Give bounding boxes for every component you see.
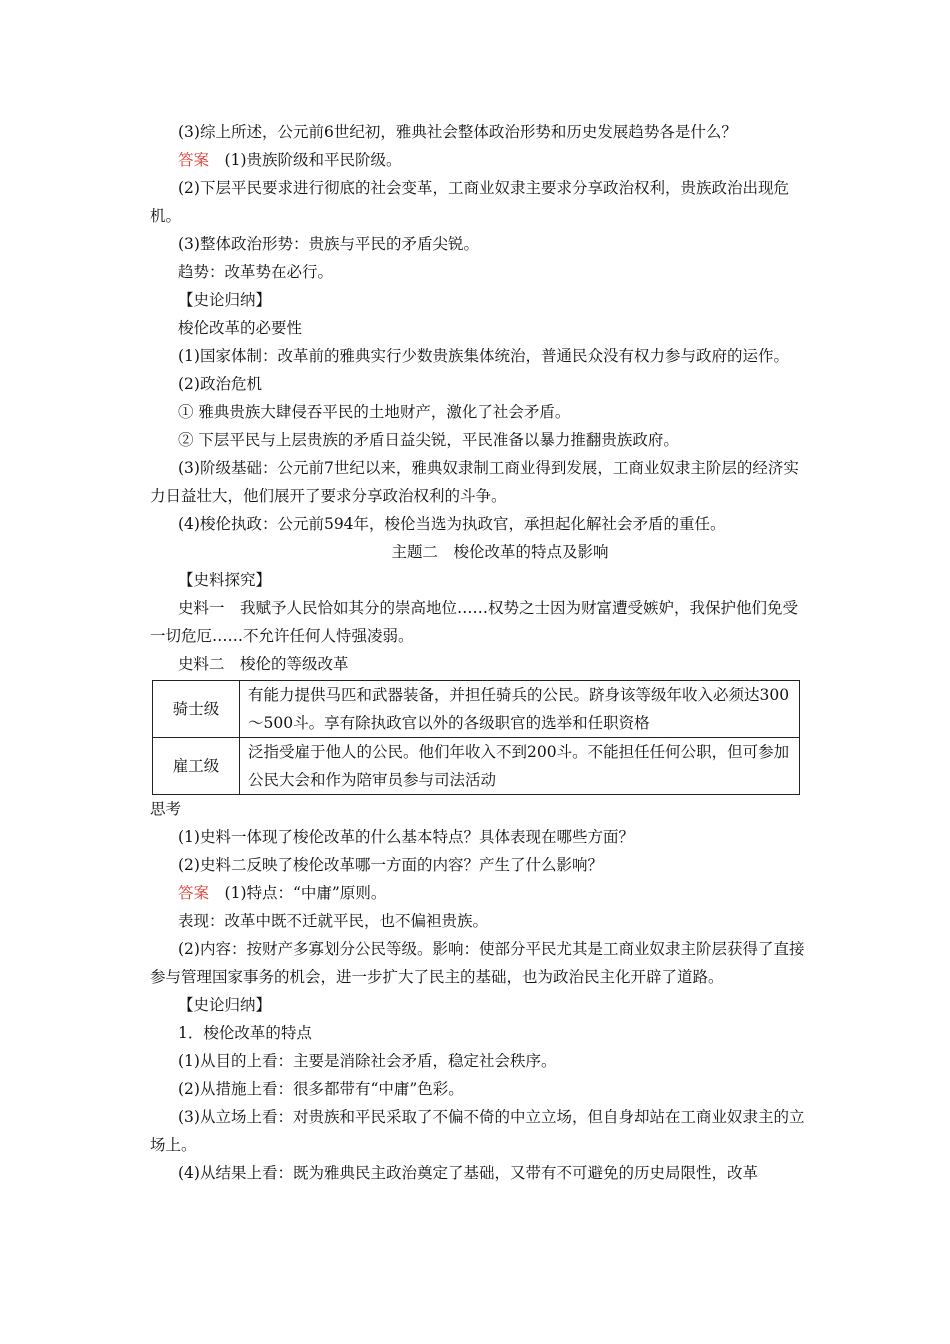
summary-item: ① 雅典贵族大肆侵吞平民的土地财产，激化了社会矛盾。 [178,403,571,421]
source-1: 史料一 我赋予人民恰如其分的崇高地位……权势之士因为财富遭受嫉妒，我保护他们免受一切危厄……不允许任何人恃强凌弱。 [150,599,799,645]
grade-name: 雇工级 [153,738,240,795]
answer-line-3: (2)内容：按财产多寡划分公民等级。影响：使部分平民尤其是工商业奴隶主阶层获得了直接参与管理国家事务的机会，进一步扩大了民主的基础，也为政治民主化开辟了道路。 [150,940,805,986]
summary-title: 1．梭伦改革的特点 [178,1024,312,1042]
think-question-2: (2)史料二反映了梭伦改革哪一方面的内容？产生了什么影响？ [178,856,603,874]
inquiry-heading: 【史料探究】 [178,571,272,589]
think-label: 思考 [150,800,182,818]
source-2-title: 史料二 梭伦的等级改革 [178,655,349,673]
table-row [153,681,800,738]
question-3: (3)综上所述，公元前6世纪初，雅典社会整体政治形势和历史发展趋势各是什么？ [178,123,737,141]
answer-line-3: (3)整体政治形势：贵族与平民的矛盾尖锐。 [178,235,479,253]
grade-description: 有能力提供马匹和武器装备，并担任骑兵的公民。跻身该等级年收入必须达300～500斗。享有除执政官以外的各级职官的选举和任职资格 [240,681,800,738]
theme-heading: 主题二 梭伦改革的特点及影响 [391,543,609,561]
grade-name: 骑士级 [153,681,240,738]
summary-item: (4)从结果上看：既为雅典民主政治奠定了基础，又带有不可避免的历史局限性，改革 [178,1164,758,1182]
summary-heading: 【史论归纳】 [178,996,272,1014]
summary-item: (3)阶级基础：公元前7世纪以来，雅典奴隶制工商业得到发展，工商业奴隶主阶层的经济实力日益壮大，他们展开了要求分享政治权利的斗争。 [150,459,799,505]
summary-item: (3)从立场上看：对贵族和平民采取了不偏不倚的中立立场，但自身却站在工商业奴隶主的立场上。 [150,1108,805,1154]
summary-heading: 【史论归纳】 [178,291,272,309]
document-body [150,118,810,1187]
answer-line-1: 答案 (1)贵族阶级和平民阶级。 [178,151,402,169]
grade-description: 泛指受雇于他人的公民。他们年收入不到200斗。不能担任任何公职，但可参加公民大会和作为陪审员参与司法活动 [240,738,800,795]
summary-item: ② 下层平民与上层贵族的矛盾日益尖锐，平民准备以暴力推翻贵族政府。 [178,431,679,449]
summary-item: (2)从措施上看：很多都带有“中庸”色彩。 [178,1080,464,1098]
summary-item: (1)国家体制：改革前的雅典实行少数贵族集体统治，普通民众没有权力参与政府的运作。 [178,347,789,365]
answer-label: 答案 [178,884,210,902]
summary-item: (4)梭伦执政：公元前594年，梭伦当选为执政官，承担起化解社会矛盾的重任。 [178,515,726,533]
answer-label: 答案 [178,151,210,169]
table-row [153,738,800,795]
answer-line-1: 答案 (1)特点：“中庸”原则。 [178,884,387,902]
answer-line-4: 趋势：改革势在必行。 [178,263,334,281]
summary-title: 梭伦改革的必要性 [178,319,303,337]
summary-item: (2)政治危机 [178,375,262,393]
think-question-1: (1)史料一体现了梭伦改革的什么基本特点？具体表现在哪些方面？ [178,828,634,846]
answer-line-2: 表现：改革中既不迁就平民，也不偏袒贵族。 [178,912,489,930]
summary-item: (1)从目的上看：主要是消除社会矛盾，稳定社会秩序。 [178,1052,557,1070]
grade-table [152,680,800,795]
answer-line-2: (2)下层平民要求进行彻底的社会变革，工商业奴隶主要求分享政治权利，贵族政治出现危机。 [150,179,789,225]
